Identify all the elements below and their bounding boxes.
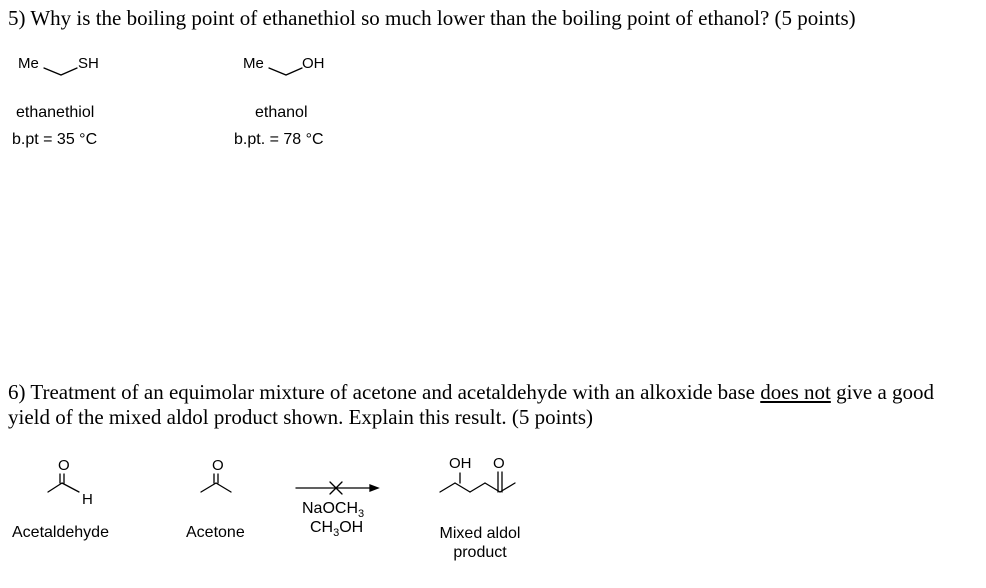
product-o-atom: O [493, 455, 505, 472]
ethanol-oh-atom: OH [302, 55, 325, 72]
acetone-o-atom: O [212, 457, 224, 474]
ethanethiol-name: ethanethiol [16, 104, 95, 121]
acetaldehyde-bonds [48, 474, 79, 492]
reagent-base: NaOCH$_3$ [302, 500, 365, 521]
acetaldehyde-o-atom: O [58, 457, 70, 474]
question-6-text-before: 6) Treatment of an equimolar mixture of acetone and acetaldehyde with an alkoxide base [8, 380, 761, 404]
ethanol-name: ethanol [255, 104, 308, 121]
question-5-text: 5) Why is the boiling point of ethanethiol so much lower than the boiling point of ethanol? (5 points) [8, 6, 856, 30]
acetone-bonds [201, 474, 231, 492]
ethanethiol-sh-atom: SH [78, 55, 99, 72]
ethanethiol-bonds [44, 68, 77, 75]
product-oh-atom: OH [449, 455, 472, 472]
reagent-solvent: $CH_3OH$ [310, 519, 364, 540]
question-6-emphasis: does not [760, 380, 831, 404]
ethanol-bonds [269, 68, 302, 75]
acetaldehyde-name: Acetaldehyde [12, 524, 109, 541]
ethanethiol-boiling-point: b.pt = 35 °C [12, 131, 98, 148]
reaction-arrow [296, 482, 378, 494]
product-bonds [440, 472, 515, 492]
acetaldehyde-h-atom: H [82, 491, 93, 508]
ethanol-boiling-point: b.pt. = 78 °C [234, 131, 324, 148]
ethanol-me-atom: Me [243, 55, 264, 72]
product-name: Mixed aldol product [439, 525, 521, 561]
question-6-text-after: give a good yield of the mixed aldol product shown. Explain this result. (5 points) [8, 380, 935, 429]
ethanethiol-me-atom: Me [18, 55, 39, 72]
acetone-name: Acetone [186, 524, 245, 541]
